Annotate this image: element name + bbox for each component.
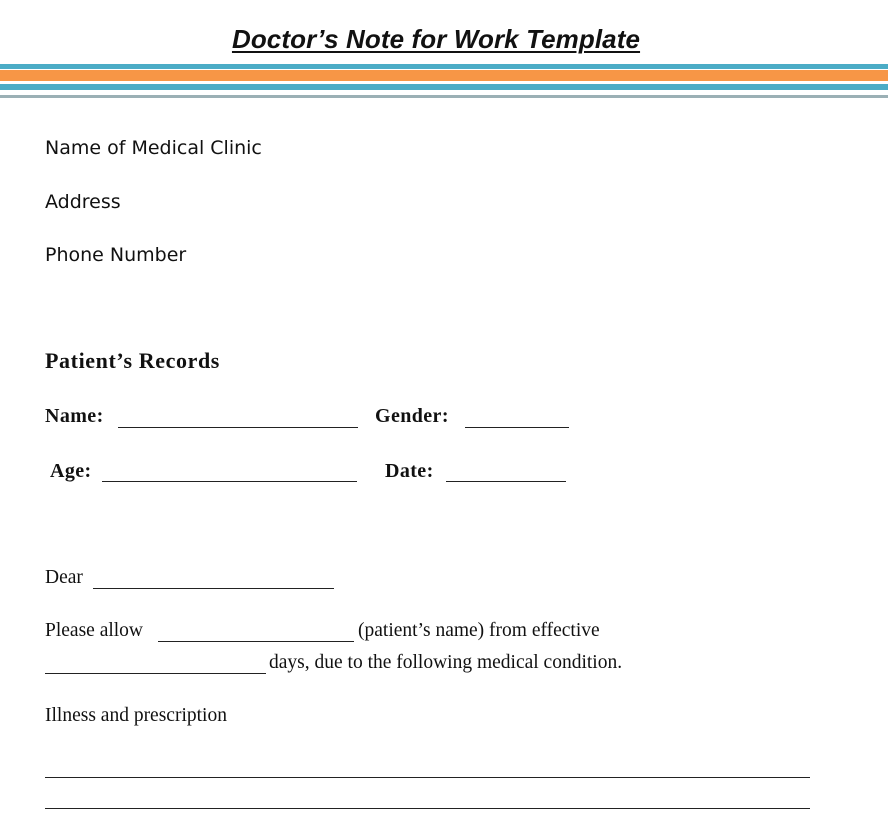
patient-name-letter-blank[interactable] bbox=[158, 641, 354, 642]
days-blank[interactable] bbox=[45, 673, 266, 674]
patient-gender-label: Gender: bbox=[375, 405, 449, 427]
clinic-phone-label: Phone Number bbox=[45, 244, 187, 266]
patient-gender-blank[interactable] bbox=[465, 427, 569, 428]
header-band-orange bbox=[0, 70, 888, 81]
salutation-label: Dear bbox=[45, 567, 83, 588]
clinic-address-label: Address bbox=[45, 191, 121, 213]
addressee-blank[interactable] bbox=[93, 588, 334, 589]
allow-text-end: (patient’s name) from effective bbox=[358, 620, 600, 641]
patient-name-label: Name: bbox=[45, 405, 104, 427]
patient-age-blank[interactable] bbox=[102, 481, 357, 482]
patient-name-blank[interactable] bbox=[118, 427, 358, 428]
header-band-teal-middle bbox=[0, 84, 888, 90]
header-band-grey bbox=[0, 95, 888, 98]
patient-age-label: Age: bbox=[50, 460, 92, 482]
allow-text-start: Please allow bbox=[45, 620, 144, 641]
illness-blank-line[interactable] bbox=[45, 777, 810, 778]
header-band-teal-top bbox=[0, 64, 888, 69]
document-title: Doctor’s Note for Work Template bbox=[231, 24, 641, 54]
days-condition-text: days, due to the following medical condition. bbox=[269, 652, 623, 673]
illness-blank-line[interactable] bbox=[45, 808, 810, 809]
illness-prescription-label: Illness and prescription bbox=[45, 705, 227, 726]
patient-date-blank[interactable] bbox=[446, 481, 566, 482]
patient-date-label: Date: bbox=[385, 460, 434, 482]
clinic-name-label: Name of Medical Clinic bbox=[45, 137, 262, 159]
patient-records-heading: Patient’s Records bbox=[45, 348, 220, 373]
